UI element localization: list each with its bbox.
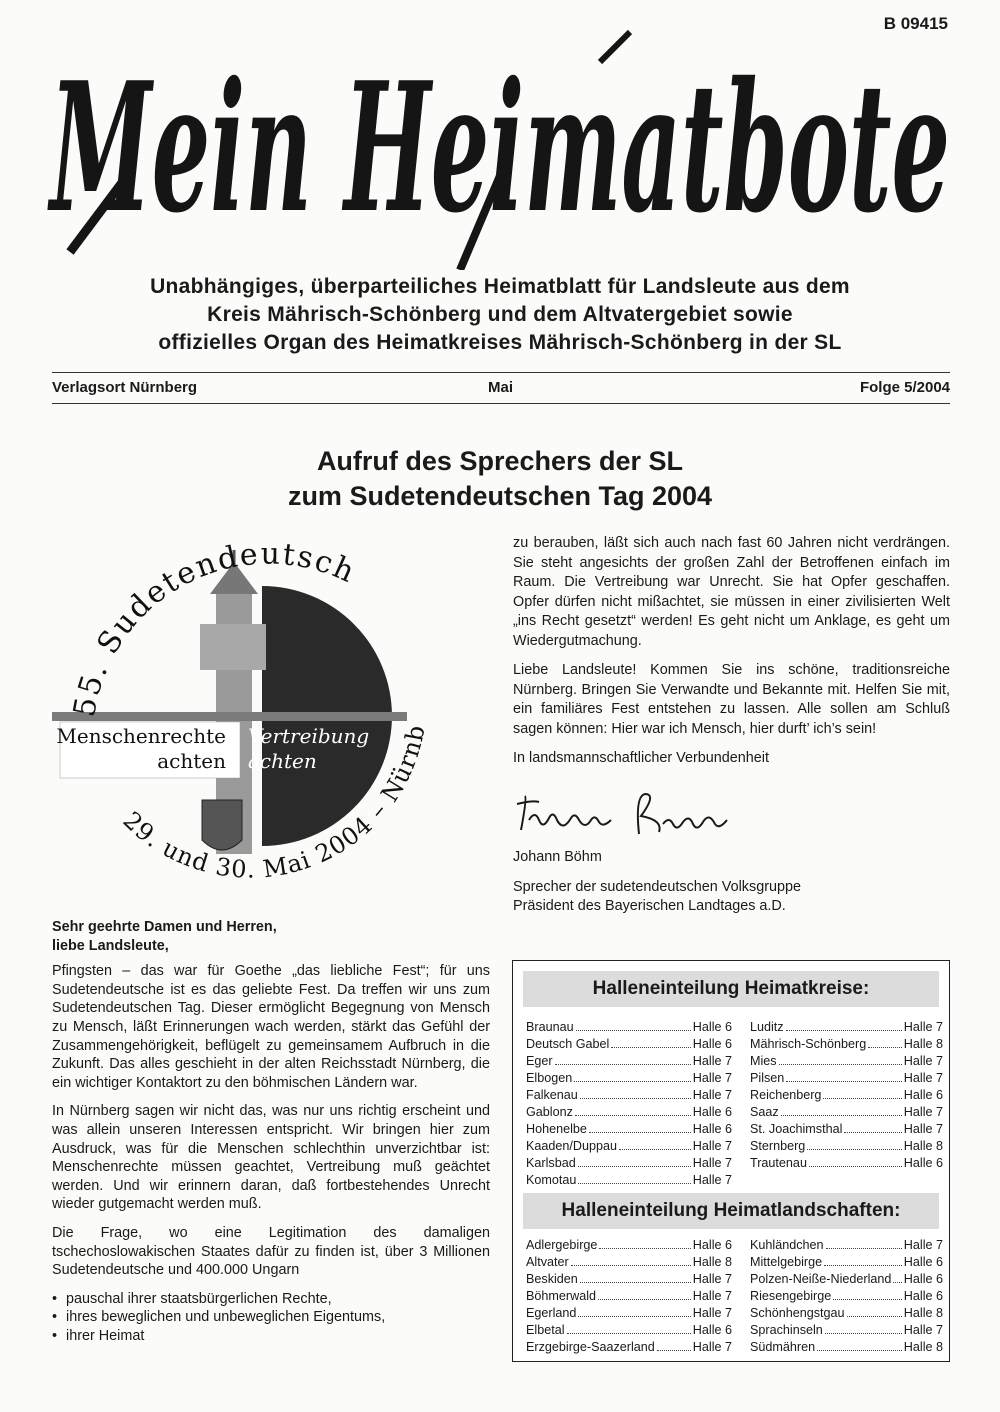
dot-leader (578, 1183, 690, 1184)
list-item: • ihres beweglichen und unbeweglichen Eigentums, (64, 1308, 490, 1327)
region-name: Südmähren (750, 1340, 816, 1354)
table2-right-list (750, 1237, 943, 1356)
dot-leader (580, 1282, 691, 1283)
hall-number: Halle 6 (692, 1122, 732, 1136)
logo-slogan-left-2: achten (157, 749, 226, 773)
logo-slogan-right-1: Vertreibung (248, 724, 370, 748)
region-name: Gablonz (526, 1105, 573, 1119)
region-name: Elbetal (526, 1323, 565, 1337)
list-item (526, 1070, 732, 1087)
hall-number: Halle 7 (692, 1156, 732, 1170)
region-name: Erzgebirge-Saazerland (526, 1340, 655, 1354)
region-name: Egerland (526, 1306, 577, 1320)
dot-leader (574, 1081, 691, 1082)
subtitle-line: offizielles Organ des Heimatkreises Mährisch-Schönberg in der SL (158, 331, 842, 354)
region-name: Riesengebirge (750, 1289, 832, 1303)
dot-leader (598, 1299, 691, 1300)
dot-leader (575, 1115, 691, 1116)
hall-number: Halle 6 (692, 1105, 732, 1119)
list-item (750, 1339, 943, 1356)
region-name: Deutsch Gabel (526, 1037, 610, 1051)
region-name: Schönhengstgau (750, 1306, 845, 1320)
list-item (750, 1254, 943, 1271)
hall-number: Halle 7 (692, 1054, 732, 1068)
list-item (750, 1138, 943, 1155)
list-item (526, 1172, 732, 1189)
dot-leader (817, 1350, 902, 1351)
hall-number: Halle 6 (903, 1255, 943, 1269)
list-item (750, 1087, 943, 1104)
region-name: Pilsen (750, 1071, 785, 1085)
dot-leader (826, 1248, 902, 1249)
list-item (750, 1104, 943, 1121)
list-item: • pauschal ihrer staatsbürgerlichen Rechte, (64, 1290, 490, 1309)
signatory-name: Johann Böhm (513, 849, 602, 865)
list-item (750, 1271, 943, 1288)
list-item (750, 1019, 943, 1036)
info-bar (52, 372, 950, 404)
hall-number: Halle 7 (903, 1105, 943, 1119)
headline-line: zum Sudetendeutschen Tag 2004 (287, 481, 713, 511)
hall-number: Halle 7 (903, 1238, 943, 1252)
signature-block (513, 848, 950, 917)
event-logo (52, 532, 492, 907)
signatory-role: Sprecher der sudetendeutschen Volksgruppe (513, 878, 802, 895)
hall-number: Halle 6 (692, 1020, 732, 1034)
hall-number: Halle 6 (903, 1156, 943, 1170)
issue-month: Mai (488, 379, 514, 396)
list-item (526, 1305, 732, 1322)
hall-number: Halle 7 (692, 1088, 732, 1102)
list-item (526, 1104, 732, 1121)
list-item (526, 1121, 732, 1138)
dot-leader (619, 1149, 691, 1150)
dot-leader (825, 1333, 902, 1334)
list-item: • ihrer Heimat (64, 1327, 490, 1346)
logo-slogan-left-1: Menschenrechte (56, 724, 226, 748)
region-name: Kuhländchen (750, 1238, 824, 1252)
region-name: Falkenau (526, 1088, 578, 1102)
dot-leader (786, 1030, 902, 1031)
list-item (526, 1138, 732, 1155)
hall-number: Halle 6 (692, 1037, 732, 1051)
list-item (750, 1036, 943, 1053)
dot-leader (571, 1265, 691, 1266)
region-name: Mährisch-Schönberg (750, 1037, 867, 1051)
hall-number: Halle 7 (692, 1289, 732, 1303)
hall-number: Halle 7 (692, 1272, 732, 1286)
dot-leader (779, 1064, 902, 1065)
list-item (750, 1121, 943, 1138)
hall-number: Halle 6 (903, 1272, 943, 1286)
region-name: Braunau (526, 1020, 574, 1034)
region-name: Sprachinseln (750, 1323, 823, 1337)
article-headline (150, 444, 850, 514)
subtitle-line: Kreis Mährisch-Schönberg und dem Altvatergebiet sowie (207, 303, 793, 326)
dot-leader (578, 1316, 690, 1317)
hall-number: Halle 7 (903, 1054, 943, 1068)
hall-number: Halle 7 (903, 1071, 943, 1085)
region-name: Sternberg (750, 1139, 806, 1153)
logo-slogan-right-2: ächten (248, 749, 317, 773)
logo-arc-top: 55. Sudetendeutsch (67, 536, 362, 720)
dot-leader (555, 1064, 691, 1065)
article-left-column (52, 918, 490, 1345)
region-name: Saaz (750, 1105, 779, 1119)
dot-leader (781, 1115, 902, 1116)
hall-number: Halle 8 (903, 1139, 943, 1153)
list-item (526, 1339, 732, 1356)
bullet-list (52, 1290, 490, 1346)
salutation (52, 918, 490, 955)
region-name: Adlergebirge (526, 1238, 598, 1252)
hall-number: Halle 7 (692, 1173, 732, 1187)
closing-line: In landsmannschaftlicher Verbundenheit (513, 750, 770, 766)
list-item (750, 1070, 943, 1087)
subtitle-line: Unabhängiges, überparteiliches Heimatblatt für Landsleute aus dem (150, 275, 850, 298)
paragraph: zu berauben, läßt sich auch nach fast 60 Jahren nicht verdrängen. Sie steht angesichts der großen Zahl der Betroffenen einfach im Raum. Die Vertreibung war Unrecht. Sie hat Opfer geschaffen. Opfer dürfen nicht mißachtet, sie müssen in einer zivilisierten Welt „ins Recht gesetzt“ werden! Es geht nicht um Anklage, es geht um Wiedergutmachung. (513, 535, 950, 649)
masthead-logo (40, 22, 960, 270)
list-item (750, 1237, 943, 1254)
list-item (750, 1053, 943, 1070)
hall-number: Halle 8 (692, 1255, 732, 1269)
list-item (526, 1237, 732, 1254)
headline-line: Aufruf des Sprechers der SL (316, 446, 684, 476)
issue-code: B 09415 (883, 14, 948, 33)
hall-number: Halle 8 (903, 1037, 943, 1051)
region-name: Eger (526, 1054, 553, 1068)
region-name: Hohenelbe (526, 1122, 587, 1136)
hall-number: Halle 7 (692, 1139, 732, 1153)
list-item (526, 1053, 732, 1070)
region-name: Beskiden (526, 1272, 578, 1286)
list-item (750, 1288, 943, 1305)
region-name: St. Joachimsthal (750, 1122, 843, 1136)
table1-left-list (526, 1019, 732, 1189)
region-name: Luditz (750, 1020, 784, 1034)
salutation-line: Sehr geehrte Damen und Herren, (52, 919, 277, 935)
dot-leader (868, 1047, 902, 1048)
dot-leader (657, 1350, 691, 1351)
table2-title: Halleneinteilung Heimatlandschaften: (523, 1193, 939, 1229)
dot-leader (844, 1132, 901, 1133)
dot-leader (580, 1098, 691, 1099)
region-name: Mittelgebirge (750, 1255, 823, 1269)
dot-leader (823, 1098, 901, 1099)
logo-arc-bottom: 29. und 30. Mai 2004 – Nürnb (117, 722, 431, 884)
dot-leader (833, 1299, 902, 1300)
hall-number: Halle 6 (692, 1238, 732, 1252)
masthead-title: Mein Heimatbote (46, 43, 951, 252)
region-name: Mies (750, 1054, 777, 1068)
dot-leader (576, 1030, 691, 1031)
hall-assignment-box (512, 960, 950, 1362)
issue-number: Folge 5/2004 (859, 379, 950, 396)
region-name: Reichenberg (750, 1088, 822, 1102)
list-item (750, 1155, 943, 1172)
dot-leader (809, 1166, 902, 1167)
list-item (526, 1322, 732, 1339)
paragraph: Die Frage, wo eine Legitimation des damaligen tschechoslowakischen Staates dafür zu finden ist, über 3 Millionen Sudetendeutsche und 400.000 Ungarn (52, 1224, 490, 1279)
region-name: Karlsbad (526, 1156, 576, 1170)
dot-leader (599, 1248, 690, 1249)
hall-number: Halle 7 (903, 1122, 943, 1136)
list-item (526, 1087, 732, 1104)
dot-leader (578, 1166, 691, 1167)
paragraph: Liebe Landsleute! Kommen Sie ins schöne, traditionsreiche Nürnberg. Bringen Sie Verwandte und Bekannte mit. Helfen Sie mit, ein familiäres Fest entstehen zu lassen. Alle sollen am Schluß sagen können: Hier war ich Mensch, hier durft’ ich’s sein! (513, 662, 950, 737)
list-item (526, 1254, 732, 1271)
dot-leader (589, 1132, 691, 1133)
hall-number: Halle 8 (903, 1306, 943, 1320)
hall-number: Halle 6 (692, 1323, 732, 1337)
paragraph: Pfingsten – das war für Goethe „das liebliche Fest“; für uns Sudetendeutsche ist es das geliebte Fest. Da treffen wir uns zum Sudetendeutschen Tag. Dieser ermöglicht Begegnung von Mensch zu Mensch, läßt Erinnerungen wach werden, stärkt das Gefühl der Zusammengehörigkeit, beflügelt zu gemeinsamem Aufbruch in die Zukunft. Das alles geschieht in der alten Reichsstadt Nürnberg, die ein wichtiger Kontaktort zu den böhmischen Ländern war. (52, 963, 490, 1091)
region-name: Trautenau (750, 1156, 807, 1170)
region-name: Kaaden/Duppau (526, 1139, 618, 1153)
region-name: Elbogen (526, 1071, 573, 1085)
hall-number: Halle 6 (903, 1289, 943, 1303)
dot-leader (611, 1047, 690, 1048)
signatory-role: Präsident des Bayerischen Landtages a.D. (513, 898, 786, 914)
hall-number: Halle 6 (903, 1088, 943, 1102)
table1-right-list (750, 1019, 943, 1172)
list-item (750, 1322, 943, 1339)
dot-leader (807, 1149, 901, 1150)
table2-left-list (526, 1237, 732, 1356)
coat-of-arms-icon (202, 800, 242, 850)
handwritten-signature (513, 790, 773, 848)
list-item (750, 1305, 943, 1322)
list-item (526, 1019, 732, 1036)
dot-leader (824, 1265, 902, 1266)
list-item (526, 1036, 732, 1053)
dot-leader (786, 1081, 901, 1082)
list-item (526, 1271, 732, 1288)
hall-number: Halle 7 (903, 1020, 943, 1034)
region-name: Komotau (526, 1173, 577, 1187)
dot-leader (893, 1282, 901, 1283)
salutation-line: liebe Landsleute, (52, 937, 169, 954)
publishing-place: Verlagsort Nürnberg (52, 379, 198, 396)
list-item (526, 1155, 732, 1172)
list-item (526, 1288, 732, 1305)
region-name: Böhmerwald (526, 1289, 596, 1303)
article-right-column (513, 534, 950, 779)
hall-number: Halle 8 (903, 1340, 943, 1354)
hall-number: Halle 7 (692, 1306, 732, 1320)
region-name: Polzen-Neiße-Niederland (750, 1272, 892, 1286)
hall-number: Halle 7 (903, 1323, 943, 1337)
region-name: Altvater (526, 1255, 569, 1269)
hall-number: Halle 7 (692, 1340, 732, 1354)
dot-leader (567, 1333, 691, 1334)
paragraph: In Nürnberg sagen wir nicht das, was nur uns richtig erscheint und was allein unseren Interessen entspricht. Wir bringen hier zum Ausdruck, was für die Menschen schlechthin unverzichtbar ist: Menschenrechte müssen geachtet, Vertreibung muß geächtet werden. Und wir erinnern daran, daß fortbestehendes Unrecht wieder gutgemacht werden muß. (52, 1103, 490, 1213)
dot-leader (847, 1316, 902, 1317)
table1-title: Halleneinteilung Heimatkreise: (523, 971, 939, 1007)
hall-number: Halle 7 (692, 1071, 732, 1085)
subtitle (40, 273, 960, 357)
